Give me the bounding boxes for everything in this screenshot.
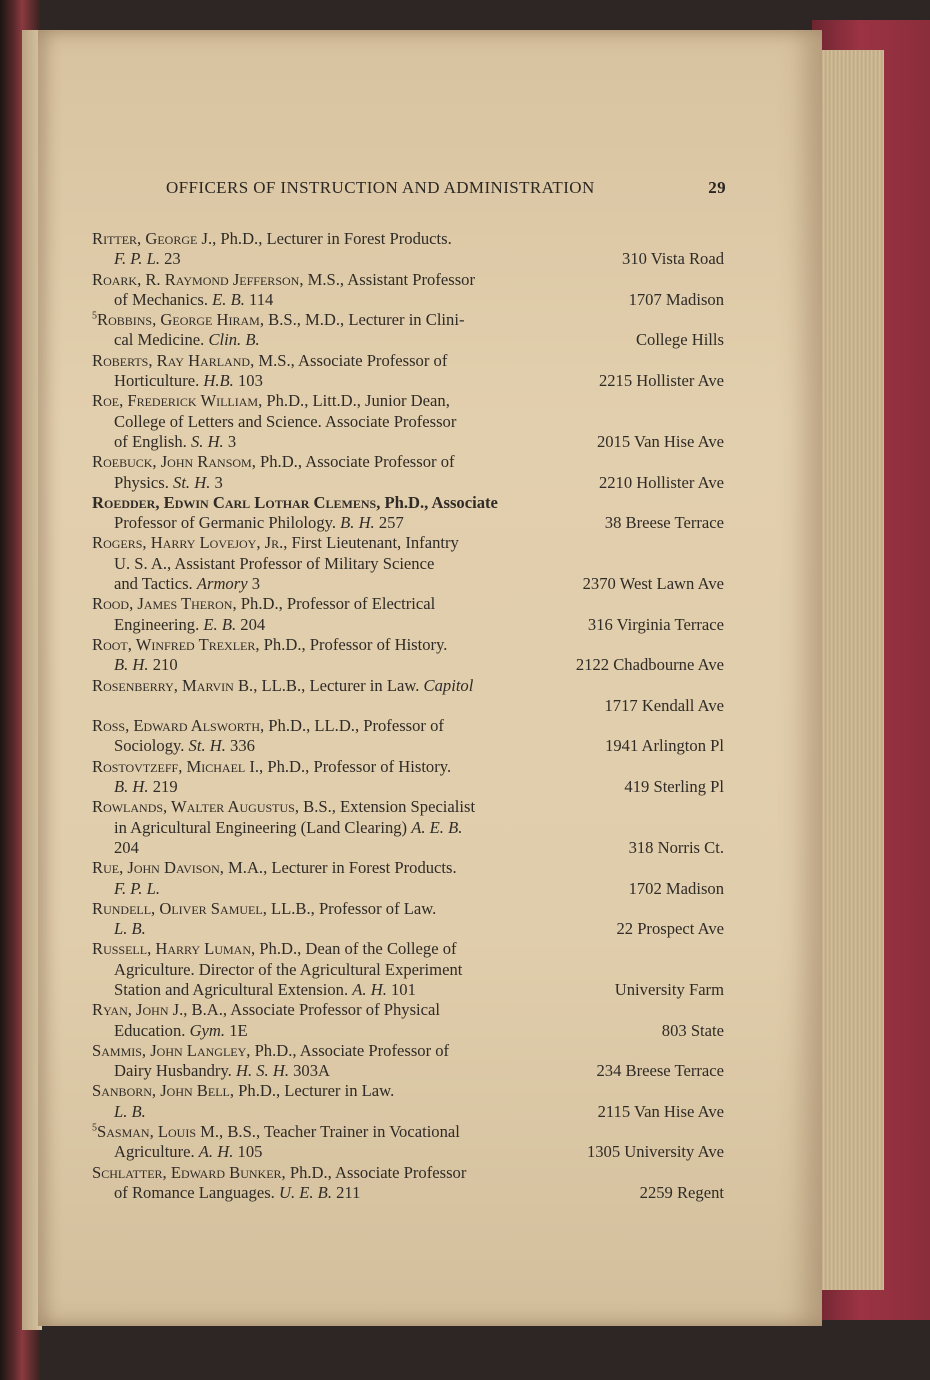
entry-name: Roebuck, John Ransom, bbox=[92, 452, 256, 472]
entry-rosenberry: Rosenberry, Marvin B., LL.B., Lecturer in Law. Capitol 1717 Kendall Ave bbox=[92, 675, 724, 715]
running-head bbox=[166, 178, 726, 202]
entry-address: 1702 Madison bbox=[628, 878, 724, 898]
page-number: 29 bbox=[708, 178, 726, 197]
entry-address: 310 Vista Road bbox=[622, 249, 724, 269]
entry-name: Rue, John Davison, bbox=[92, 858, 224, 878]
entry-address: 2215 Hollister Ave bbox=[598, 371, 724, 391]
entry-address: 2115 Van Hise Ave bbox=[597, 1101, 724, 1121]
entry-rue: Rue, John Davison, M.A., Lecturer in Forest Products. F. P. L. 1702 Madison bbox=[92, 858, 724, 898]
entry-name: Robbins, George Hiram, bbox=[97, 310, 264, 330]
entry-name: Rood, James Theron, bbox=[92, 594, 237, 614]
entry-address: 1941 Arlington Pl bbox=[605, 736, 724, 756]
entry-roedder: Roedder, Edwin Carl Lothar Clemens, Ph.D., Associate Professor of Germanic Philology. B. H. 257 38 Breese Terrace bbox=[92, 492, 724, 533]
entry-address: 803 State bbox=[661, 1020, 724, 1040]
entry-name: Roark, R. Raymond Jefferson, bbox=[92, 269, 304, 289]
entry-address: 2370 West Lawn Ave bbox=[582, 574, 724, 594]
entry-address: 234 Breese Terrace bbox=[596, 1061, 724, 1081]
entry-name: Rundell, Oliver Samuel, bbox=[92, 898, 267, 918]
entry-address: 38 Breese Terrace bbox=[604, 513, 724, 533]
entry-address: 2015 Van Hise Ave bbox=[596, 431, 724, 451]
entry-russell: Russell, Harry Luman, Ph.D., Dean of the College of Agriculture. Director of the Agricultural Experiment Station and Agricultural Extension. A. H. 101 University Farm bbox=[92, 939, 724, 999]
entry-ryan: Ryan, John J., B.A., Associate Professor of Physical Education. Gym. 1E 803 State bbox=[92, 1000, 724, 1040]
entry-name: Roberts, Ray Harland, bbox=[92, 350, 255, 370]
entry-name: Rogers, Harry Lovejoy, Jr., bbox=[92, 533, 288, 553]
entry-address: 1717 Kendall Ave bbox=[604, 695, 724, 715]
entry-roberts: Roberts, Ray Harland, M.S., Associate Professor of Horticulture. H.B. 103 2215 Hollister Ave bbox=[92, 350, 724, 391]
entry-address: 2122 Chadbourne Ave bbox=[575, 655, 724, 675]
entry-name: Ross, Edward Alsworth, bbox=[92, 716, 265, 736]
entry-address: University Farm bbox=[614, 979, 724, 999]
entry-name: Sanborn, John Bell, bbox=[92, 1081, 235, 1101]
page-title: OFFICERS OF INSTRUCTION AND ADMINISTRATION bbox=[166, 178, 595, 197]
entry-roark: Roark, R. Raymond Jefferson, M.S., Assistant Professor of Mechanics. E. B. 114 1707 Madison bbox=[92, 269, 724, 309]
entry-name: Rosenberry, Marvin B., bbox=[92, 675, 258, 695]
entry-root: Root, Winfred Trexler, Ph.D., Professor of History. B. H. 210 2122 Chadbourne Ave bbox=[92, 634, 724, 675]
entry-address: 419 Sterling Pl bbox=[624, 777, 724, 797]
entry-address: 318 Norris Ct. bbox=[628, 837, 724, 857]
entry-name: Russell, Harry Luman, bbox=[92, 939, 256, 959]
entry-sanborn: Sanborn, John Bell, Ph.D., Lecturer in Law. L. B. 2115 Van Hise Ave bbox=[92, 1081, 724, 1121]
entry-roe: Roe, Frederick William, Ph.D., Litt.D., Junior Dean, College of Letters and Science. Associate Professor of English. S. H. 3 2015 Van Hise Ave bbox=[92, 391, 724, 451]
entry-robbins: $^5$Robbins, George Hiram, B.S., M.D., Lecturer in Clini- cal Medicine. Clin. B. College Hills bbox=[92, 310, 724, 350]
directory-entries bbox=[92, 229, 724, 1203]
entry-name: Root, Winfred Trexler, bbox=[92, 634, 260, 654]
entry-address: 22 Prospect Ave bbox=[616, 919, 724, 939]
entry-address: 2259 Regent bbox=[639, 1182, 724, 1202]
entry-address: College Hills bbox=[635, 330, 724, 350]
entry-rood: Rood, James Theron, Ph.D., Professor of Electrical Engineering. E. B. 204 316 Virginia Terrace bbox=[92, 594, 724, 634]
entry-name: Sammis, John Langley, bbox=[92, 1040, 251, 1060]
entry-name: Ryan, John J., bbox=[92, 1000, 188, 1020]
entry-address: 316 Virginia Terrace bbox=[587, 614, 724, 634]
entry-rowlands: Rowlands, Walter Augustus, B.S., Extension Specialist in Agricultural Engineering (Land Clearing) A. E. B. 204 318 Norris Ct. bbox=[92, 797, 724, 857]
entry-address: 2210 Hollister Ave bbox=[598, 472, 724, 492]
entry-schlatter: Schlatter, Edward Bunker, Ph.D., Associate Professor of Romance Languages. U. E. B. 211 2259 Regent bbox=[92, 1162, 724, 1202]
entry-sasman: $^5$Sasman, Louis M., B.S., Teacher Trainer in Vocational Agriculture. A. H. 105 1305 University Ave bbox=[92, 1122, 724, 1162]
entry-rundell: Rundell, Oliver Samuel, LL.B., Professor of Law. L. B. 22 Prospect Ave bbox=[92, 898, 724, 939]
entry-rogers: Rogers, Harry Lovejoy, Jr., First Lieutenant, Infantry U. S. A., Assistant Professor of Military Science and Tactics. Armory 3 2370 West Lawn Ave bbox=[92, 533, 724, 594]
footnote-marker: 5 bbox=[92, 310, 97, 322]
entry-name: Rowlands, Walter Augustus, bbox=[92, 797, 299, 817]
entry-ross: Ross, Edward Alsworth, Ph.D., LL.D., Professor of Sociology. St. H. 336 1941 Arlington Pl bbox=[92, 716, 724, 756]
entry-name: Roe, Frederick William, bbox=[92, 391, 263, 411]
entry-name: Schlatter, Edward Bunker, bbox=[92, 1162, 286, 1182]
entry-name: Ritter, George J., bbox=[92, 229, 217, 248]
entry-address: 1707 Madison bbox=[628, 289, 724, 309]
entry-name: Roedder, Edwin Carl Lothar Clemens, bbox=[92, 492, 381, 512]
entry-sammis: Sammis, John Langley, Ph.D., Associate Professor of Dairy Husbandry. H. S. H. 303A 234 Breese Terrace bbox=[92, 1040, 724, 1081]
entry-name: Rostovtzeff, Michael I., bbox=[92, 756, 264, 776]
entry-name: Sasman, Louis M., bbox=[97, 1122, 224, 1142]
entry-roebuck: Roebuck, John Ransom, Ph.D., Associate Professor of Physics. St. H. 3 2210 Hollister Ave bbox=[92, 452, 724, 492]
entry-address: 1305 University Ave bbox=[586, 1142, 724, 1162]
footnote-marker: 5 bbox=[92, 1122, 97, 1134]
entry-rostovtzeff: Rostovtzeff, Michael I., Ph.D., Professor of History. B. H. 219 419 Sterling Pl bbox=[92, 756, 724, 797]
entry-ritter: Ritter, George J., Ph.D., Lecturer in Forest Products. F. P. L. 23 310 Vista Road bbox=[92, 229, 724, 269]
right-page-stack bbox=[812, 50, 884, 1290]
